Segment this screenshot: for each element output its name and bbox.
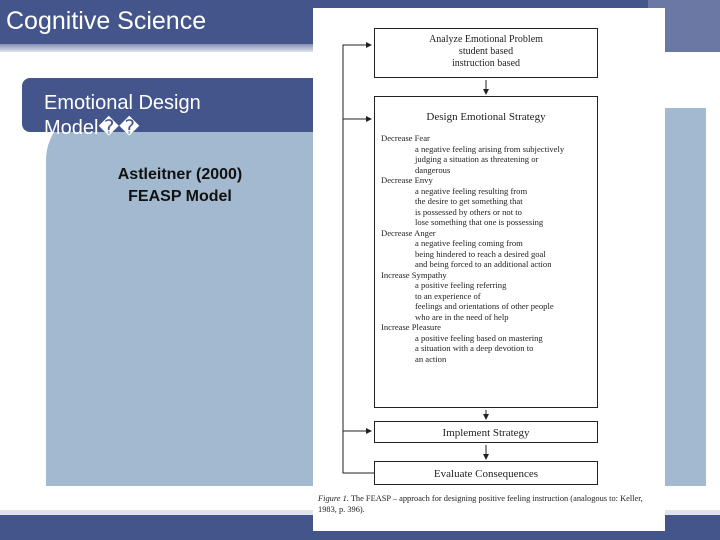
figure-caption (318, 493, 663, 515)
strategy-desc-line: being hindered to reach a desired goal (415, 248, 546, 259)
feedback-loop-line (343, 45, 374, 473)
analyze-title: Analyze Emotional Problem (429, 34, 543, 45)
strategy-desc-line: feelings and orientations of other people (415, 301, 554, 311)
strategy-desc-line: a negative feeling arising from subjectively (415, 143, 565, 154)
strategy-desc-line: is possessed by others or not to (415, 206, 522, 217)
strategy-desc-line: a positive feeling based on mastering (415, 332, 543, 343)
strategy-desc-line: a situation with a deep devotion to (415, 343, 534, 353)
slide-subtitle: Emotional Design Model�� (44, 92, 201, 139)
implement-box (374, 421, 598, 443)
strategy-desc-line: to an experience of (415, 290, 481, 301)
strategy-desc-line: lose something that one is possessing (415, 217, 544, 227)
strategy-label-pleasure: Increase Pleasure (381, 322, 441, 332)
evaluate-label: Evaluate Consequences (433, 468, 539, 480)
strategy-label-sympathy: Increase Sympathy (381, 269, 447, 280)
feasp-figure (313, 8, 665, 531)
strategy-desc-line: a negative feeling coming from (415, 238, 523, 248)
citation (60, 164, 300, 208)
strategy-label-fear: Decrease Fear (381, 133, 430, 143)
strategy-desc-line: who are in the need of help (415, 311, 509, 322)
strategy-box (374, 96, 598, 408)
strategy-title: Design Emotional Strategy (426, 111, 546, 123)
strategy-desc-line: judging a situation as threatening or (415, 154, 539, 164)
strategy-list (381, 133, 597, 364)
citation-model: FEASP Model (128, 188, 232, 205)
strategy-desc-line: a positive feeling referring (415, 280, 507, 290)
strategy-label-envy: Decrease Envy (381, 175, 433, 185)
strategy-desc-line: and being forced to an additional action (415, 259, 552, 269)
strategy-desc-line: a negative feeling resulting from (415, 185, 528, 196)
strategy-label-anger: Decrease Anger (381, 227, 436, 238)
analyze-line-instruction: instruction based (451, 58, 521, 69)
evaluate-box (374, 461, 598, 485)
implement-label: Implement Strategy (442, 427, 530, 439)
analyze-box (374, 28, 598, 78)
slide-title: Cognitive Science (6, 7, 207, 35)
caption-label: Figure 1. (318, 494, 349, 503)
strategy-desc-line: an action (415, 353, 447, 364)
strategy-desc-line: the desire to get something that (415, 196, 523, 206)
analyze-line-student: student based (458, 46, 514, 57)
citation-author: Astleitner (2000) (117, 166, 243, 183)
caption-text: The FEASP – approach for designing positive feeling instruction (analogous to: Keller, 1983, p. 396). (318, 494, 643, 514)
strategy-desc-line: dangerous (415, 164, 451, 175)
